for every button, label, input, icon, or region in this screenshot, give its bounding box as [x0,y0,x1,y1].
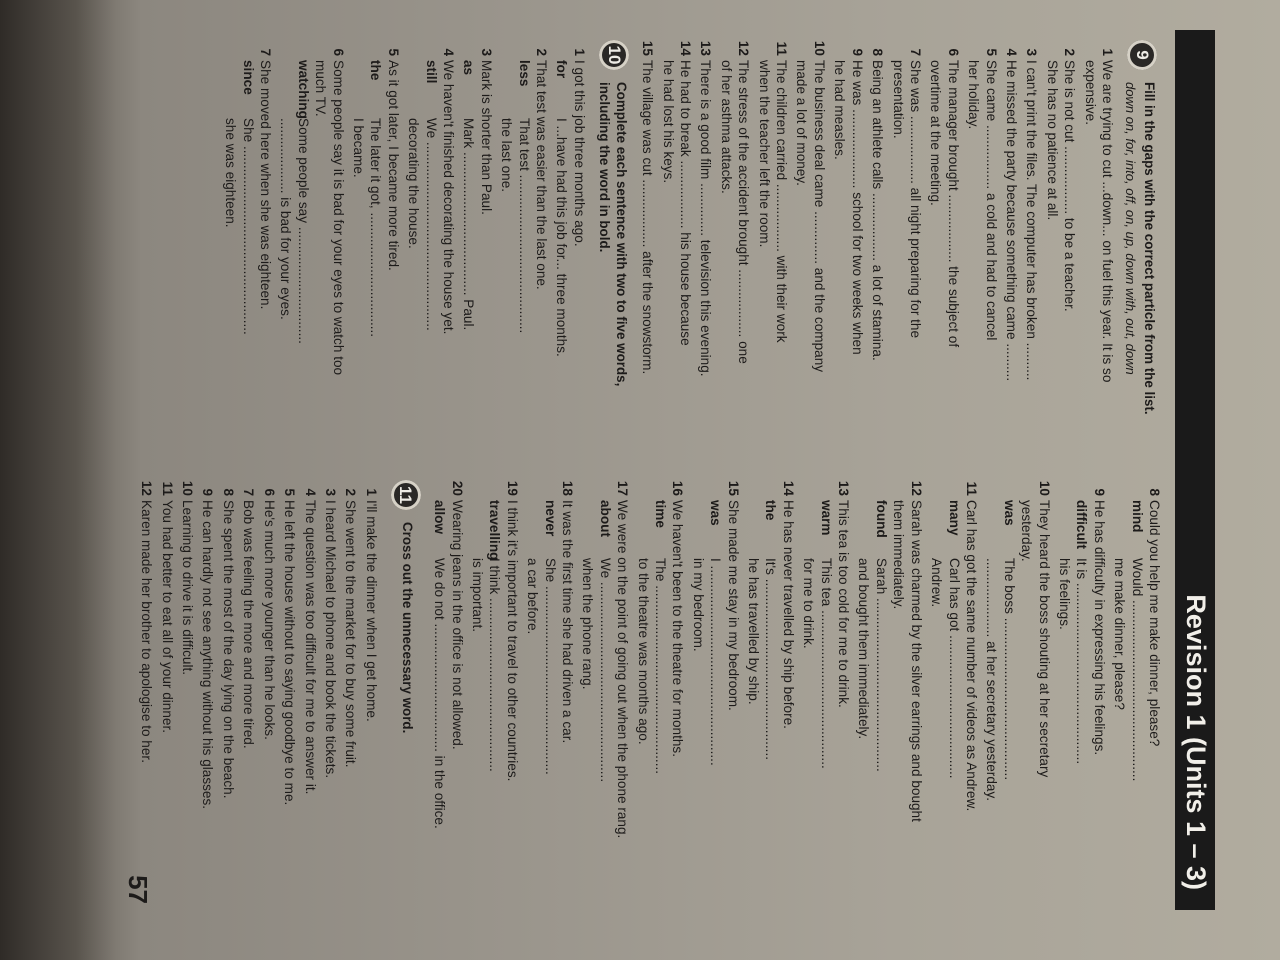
exercise-item [745,478,797,882]
exercise-number-badge: 11 [391,480,421,510]
item-number: 3 [1024,48,1040,56]
bold-keyword: mind [1129,500,1145,533]
item-sentence-line: he had lost his keys. [660,60,676,184]
answer-lines [689,558,724,878]
item-sentence: You had better to eat all of your dinner. [159,500,175,734]
exercise-item [634,478,686,882]
answer-lines [928,558,963,878]
item-answer-block [553,60,570,442]
item-sentence-line: Sarah was charmed by the silver earrings and bought [908,500,924,822]
item-sentence-line: I got this job three months ago. [571,60,587,247]
item-sentence: He's much more younger than he looks. [261,500,277,740]
item-number: 20 [449,480,465,496]
item-number: 8 [870,48,886,56]
exercise-item [1003,38,1020,442]
item-sentence-line: The village was cut .................. after the snowstorm. [640,60,656,375]
item-answer-block [524,500,559,882]
item-number: 3 [478,48,494,56]
item-sentence-line: She has no patience at all. [1044,60,1060,221]
item-answer-block [1111,500,1146,882]
item-sentence-line: He has difficulty in expressing his feelings. [1091,500,1107,756]
item-number: 8 [1147,488,1162,496]
bold-keyword: watching [295,60,311,119]
answer-lines [460,118,477,438]
exercise-item [793,38,828,442]
item-sentence-line: Could you help me make dinner, please? [1147,500,1162,747]
exercise-9-header [1121,38,1157,442]
exercise-item [469,478,521,882]
exercise-item [222,38,274,442]
answer-line: ..................... at her secretary yesterday. [984,558,1000,802]
item-sentence: Learning to drive it is difficult. [180,500,196,676]
item-sentence-line: She moved here when she was eighteen. [257,60,273,310]
item-number: 6 [261,488,277,496]
answer-lines [431,558,448,878]
exercise-10-instruction: Complete each sentence with two to five words, including the word in bold. [597,82,629,387]
exercise-item [831,38,866,442]
exercise-item [281,478,298,882]
bold-keyword: still [423,60,439,84]
answer-line: Andrew. [929,558,945,608]
exercise-item [179,478,196,882]
item-sentence-line: The manager brought .................. the subject of [945,60,961,348]
bold-keyword: many [946,500,962,536]
item-number: 10 [180,480,196,496]
item-sentence: He left the house without to saying goodbye to me. [282,500,298,806]
exercise-item [659,38,694,442]
answer-lines [579,558,614,878]
answer-lines [498,118,533,438]
item-sentence-line: She made me stay in my bedroom. [725,500,741,711]
exercise-item [342,478,359,882]
item-number: 4 [1003,48,1019,56]
exercise-item [524,478,576,882]
item-number: 11 [159,481,175,496]
answer-line: We ..................................................... [597,558,613,783]
exercise-item [983,478,1053,882]
answer-line: Some people say ............................... [295,118,311,344]
answer-line: Would ................................................ [1129,558,1145,782]
exercise-item [869,38,886,442]
particle-word-list: down on, for, into, off, on, up, down with, out, down [1123,82,1139,375]
item-sentence-line: He missed the party because something came .......... [1003,60,1019,382]
exercise-item [697,38,714,442]
item-answer-block [469,500,504,882]
page-number: 57 [123,875,153,904]
item-number: 10 [811,40,827,56]
answer-line: Carl has got ...................................... [946,558,962,779]
exercise-item [260,478,277,882]
exercise-item [855,478,925,882]
exercise-item [301,478,318,882]
exercise-item [1043,38,1078,442]
item-sentence: Karen made her brother to apologise to her. [139,500,155,763]
answer-lines [553,118,570,438]
answer-lines [405,118,440,438]
exercise-item [277,38,347,442]
answer-line: the last one. [499,118,515,193]
answer-line: I think .............................................. [487,558,503,772]
bold-keyword: allow [432,500,448,534]
answer-line: She .................................................. [542,558,558,775]
answer-line: me make dinner, please? [1112,558,1128,710]
item-sentence-line: We haven't finished decorating the house yet. [441,60,456,335]
exercise-item [158,478,175,882]
item-sentence-line: We were on the point of going out when the phone rang. [615,500,631,839]
item-answer-block [800,500,835,882]
item-number: 7 [241,488,257,496]
item-sentence: The question was too difficult for me to answer it. [302,500,318,795]
answer-line: The boss ........................................... [1001,558,1017,781]
answer-lines [469,558,504,878]
answer-lines [800,558,835,878]
answer-line: .................... is bad for your eyes. [278,118,294,320]
item-number: 1 [571,48,587,56]
answer-lines [983,558,1018,878]
item-answer-block [460,60,477,442]
exercise-10-list [222,38,588,442]
item-sentence: Bob was feeling the more and more tired. [241,500,257,749]
exercise-number-badge: 9 [1127,40,1157,70]
bold-keyword: since [240,60,256,95]
item-sentence-line: presentation. [890,60,906,139]
item-number: 2 [343,488,359,496]
item-number: 3 [322,488,338,496]
item-answer-block [350,60,385,442]
exercise-item [322,478,339,882]
item-sentence-line: overtime at the meeting. [928,60,944,206]
exercise-item [199,478,216,882]
item-number: 5 [282,488,298,496]
bold-keyword: as [461,60,477,76]
item-sentence: She went to the market for to buy some fruit. [343,500,359,768]
item-number: 11 [774,41,790,56]
item-number: 12 [139,480,155,496]
exercise-11-instruction: Cross out the unnecessary word. [399,522,415,734]
item-number: 6 [330,48,346,56]
right-column [135,478,1163,882]
item-sentence-line: them immediately. [891,500,907,610]
item-sentence-line: her holiday. [966,60,982,130]
item-number: 8 [220,488,236,496]
answer-line: The .................................................. [653,558,669,775]
answer-line: We .................................................. [423,118,439,331]
item-answer-block [983,500,1018,882]
bold-keyword: time [653,500,669,528]
item-number: 5 [983,48,999,56]
item-answer-block [579,500,614,882]
answer-line: decorating the house. [406,118,422,249]
answer-line: and bought them immediately. [856,558,872,740]
transformation-list-continued [431,478,1163,882]
item-number: 10 [1036,480,1052,496]
exercise-11-list [138,478,380,882]
answer-line: That test .......................................... [516,118,532,334]
exercise-9-list [639,38,1116,442]
item-answer-block [928,500,963,882]
answer-line: I became. [350,118,366,178]
bold-keyword: warm [818,500,834,536]
item-sentence-line: That test was easier than the last one. [534,60,550,290]
item-sentence-line: The business deal came .............. and the company [811,60,827,373]
answer-line: in my bedroom. [690,558,706,652]
exercise-item [579,478,631,882]
item-number: 14 [678,40,694,56]
exercise-item [431,478,466,882]
item-answer-block [745,500,780,882]
page-title: Revision 1 (Units 1 – 3) [1180,590,1211,894]
item-sentence-line: They heard the boss shouting at her secretary [1036,500,1052,778]
item-sentence-line: He has never travelled by ship before. [780,500,796,729]
item-answer-block [498,60,533,442]
item-number: 13 [698,40,714,56]
item-sentence-line: She was .................. all night preparing for the [907,60,923,339]
item-sentence-line: I think it's important to travel to other countries. [504,500,520,782]
exercise-item [240,478,257,882]
bold-keyword: the [763,500,779,521]
answer-line: when the phone rang. [580,558,596,690]
exercise-item [350,38,402,442]
answer-line: She .................................................. [240,118,256,335]
answer-lines [350,118,385,438]
item-number: 1 [363,488,379,496]
item-sentence-line: expensive. [1082,60,1098,125]
item-sentence-line: It was the first time she had driven a car. [560,500,575,744]
item-answer-block [405,60,440,442]
exercise-item [220,478,237,882]
item-number: 2 [1062,48,1078,56]
answer-lines [222,118,257,438]
bold-keyword: travelling [487,500,503,561]
item-number: 9 [1091,488,1107,496]
item-number: 7 [907,48,923,56]
item-sentence: I'll make the dinner when I get home. [363,500,379,722]
item-number: 7 [257,48,273,56]
bold-keyword: for [554,60,570,79]
item-number: 6 [945,48,961,56]
item-answer-block [1056,500,1091,882]
item-number: 4 [302,488,318,496]
answer-line: is important. [469,558,485,633]
item-number: 5 [385,48,401,56]
exercise-item [717,38,752,442]
item-number: 18 [560,480,575,496]
exercise-item [138,478,155,882]
item-sentence-line: Being an athlete calls .................. a lot of stamina. [870,60,886,361]
item-number: 4 [441,48,456,56]
bold-keyword: was [708,500,724,526]
answer-line: Sarah .............................................. [873,558,889,772]
exercise-item [362,478,379,882]
item-sentence-line: As it got later, I became more tired. [385,60,401,271]
item-sentence: He can hardly not see anything without his glasses. [200,500,216,810]
item-sentence-line: yesterday. [1019,500,1035,562]
exercise-item [927,38,962,442]
item-sentence-line: He was ..................... school for two weeks when [849,60,865,355]
exercise-item [553,38,588,442]
answer-line: he has travelled by ship. [746,558,762,705]
exercise-item [639,38,656,442]
left-column [219,38,1163,442]
item-sentence-line: Carl has got the same number of videos as Andrew. [963,500,979,812]
item-sentence-line: We are trying to cut ...down... on fuel this year. It is so [1100,60,1115,383]
answer-lines [1111,558,1146,878]
item-sentence-line: This tea is too cold for me to drink. [836,500,852,708]
item-answer-block [634,500,669,882]
answer-line: It's ................................................ [763,558,779,761]
exercise-item [800,478,852,882]
item-number: 12 [736,40,752,56]
answer-lines [524,558,559,878]
answer-lines [634,558,669,878]
item-number: 14 [780,480,796,496]
exercise-item [928,478,980,882]
answer-lines [1056,558,1091,878]
exercise-item [1111,478,1163,882]
answer-lines [855,558,890,878]
bold-keyword: found [873,500,889,538]
answer-line: she was eighteen. [223,118,239,228]
item-sentence-line: he had measles. [832,60,848,160]
item-sentence: She spent the most of the day lying on the beach. [220,500,236,799]
item-number: 15 [725,480,741,496]
item-sentence-line: He had to break .................. his house because [678,60,694,346]
item-answer-block [855,500,890,882]
item-number: 2 [534,48,550,56]
answer-line: The later it got, ................................. [368,118,384,338]
item-sentence-line: I can't print the files. The computer has broken .......... [1024,60,1040,381]
item-number: 11 [963,481,979,496]
exercise-item [889,38,924,442]
item-number: 9 [849,48,865,56]
answer-line: It is ................................................ [1074,558,1090,765]
revision-banner [1175,30,1215,910]
exercise-10-header [593,38,629,442]
exercise-item [405,38,457,442]
exercise-item [755,38,790,442]
item-sentence-line: There is a good film .............. television this evening. [698,60,714,377]
answer-lines [277,118,312,438]
item-sentence: I heard Michael to phone and book the tickets. [322,500,338,779]
bold-keyword: was [1001,500,1017,526]
exercise-item [498,38,550,442]
item-sentence-line: when the teacher left the room. [756,60,772,248]
answer-line: a car before. [525,558,541,635]
item-sentence-line: The stress of the accident brought .................. one [736,60,752,364]
answer-line: for me to drink. [801,558,817,649]
item-number: 17 [615,480,631,496]
item-sentence-line: Mark is shorter than Paul. [478,60,494,215]
exercise-item [1023,38,1040,442]
item-number: 15 [640,40,656,56]
item-sentence-line: We haven't been to the theatre for months. [670,500,686,758]
exercise-9-instruction: Fill in the gaps with the correct particle from the list. [1142,82,1157,415]
answer-line: This tea .......................................... [818,558,834,769]
item-answer-block [689,500,724,882]
exercise-number-badge: 10 [599,40,629,70]
workbook-page [95,30,1215,910]
item-number: 13 [836,480,852,496]
answer-line: to the theatre was months ago. [635,558,651,745]
bold-keyword: less [516,60,532,87]
item-sentence-line: much TV. [313,60,329,117]
exercise-11-header [385,478,421,882]
exercise-item [1081,38,1116,442]
item-number: 9 [200,488,216,496]
item-sentence-line: She is not cut .................. to be a teacher. [1062,60,1078,312]
bold-keyword: difficult [1074,500,1090,550]
item-sentence-line: of her asthma attacks. [718,60,734,194]
answer-line: his feelings. [1056,558,1072,630]
exercise-item [1056,478,1108,882]
item-answer-block [222,60,257,442]
item-sentence-line: The children carried .................. with their work [774,60,790,343]
exercise-item [460,38,495,442]
item-sentence-line: made a lot of money. [794,60,810,186]
answer-line: We do not .................................. in the office. [432,558,448,829]
bold-keyword: never [542,500,558,537]
item-number: 1 [1100,48,1115,56]
item-number: 12 [908,480,924,496]
answer-line: I ..................................................... [708,558,724,766]
bold-keyword: the [368,60,384,81]
item-answer-block [431,500,448,882]
exercise-item [965,38,1000,442]
exercise-item [689,478,741,882]
item-sentence-line: Some people say it is bad for your eyes to watch too [330,60,346,376]
bold-keyword: about [597,500,613,537]
answer-lines [745,558,780,878]
item-answer-block [277,60,312,442]
item-number: 16 [670,480,686,496]
answer-line: Mark ...................................... Paul. [461,118,477,331]
answer-line: I ...have had this job for... three months. [554,118,570,357]
item-sentence-line: Wearing jeans in the office is not allowed. [449,500,465,750]
item-number: 19 [504,480,520,496]
item-sentence-line: She came ................. a cold and had to cancel [983,60,999,341]
